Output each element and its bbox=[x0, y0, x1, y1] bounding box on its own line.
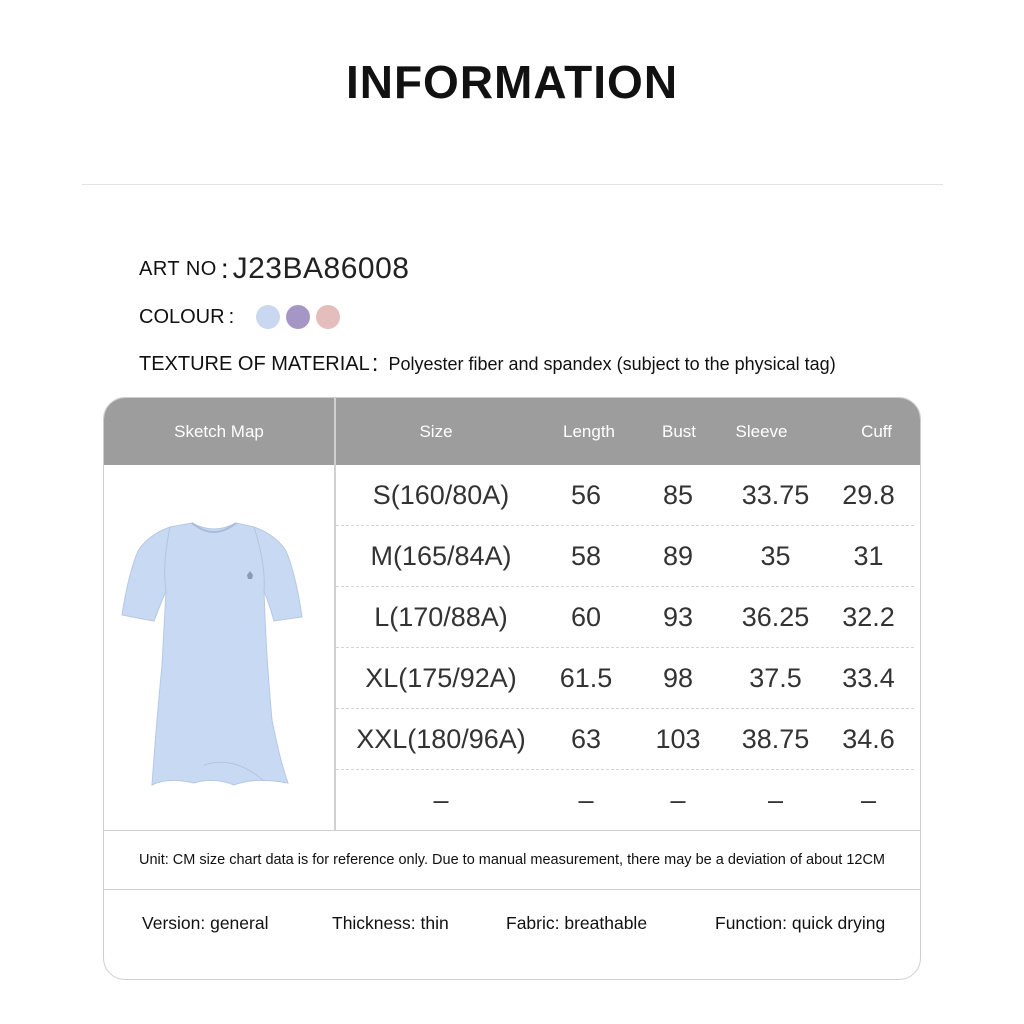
header-length: Length bbox=[563, 422, 615, 441]
sketch-map bbox=[104, 465, 334, 830]
art-number-colon: : bbox=[220, 253, 229, 284]
header-sleeve: Sleeve bbox=[735, 422, 788, 441]
colour-swatch-purple[interactable] bbox=[286, 305, 310, 329]
attr-thickness: Thickness: thin bbox=[332, 913, 449, 933]
art-number-label: ART NO bbox=[139, 257, 217, 280]
table-cell: – bbox=[433, 785, 449, 815]
colour-colon: : bbox=[228, 305, 235, 328]
table-cell: 33.4 bbox=[842, 663, 895, 693]
colour-swatch-pink[interactable] bbox=[316, 305, 340, 329]
table-header bbox=[104, 398, 920, 465]
table-cell: M(165/84A) bbox=[370, 541, 512, 571]
table-row bbox=[336, 587, 916, 648]
colour-label: COLOUR bbox=[139, 305, 225, 328]
attr-function: Function: quick drying bbox=[715, 913, 886, 933]
table-row bbox=[336, 648, 916, 709]
table-cell: 56 bbox=[570, 480, 602, 510]
colour-swatch-blue[interactable] bbox=[256, 305, 280, 329]
table-cell: L(170/88A) bbox=[374, 602, 508, 632]
art-number-row bbox=[139, 252, 409, 286]
texture-label: TEXTURE OF MATERIAL bbox=[139, 352, 370, 375]
colour-row bbox=[139, 305, 340, 329]
table-cell: XXL(180/96A) bbox=[356, 724, 526, 754]
table-cell: 60 bbox=[570, 602, 602, 632]
attr-version: Version: general bbox=[142, 913, 269, 933]
table-cell: S(160/80A) bbox=[372, 480, 510, 510]
table-cell: 29.8 bbox=[842, 480, 895, 510]
header-sketch-map: Sketch Map bbox=[174, 422, 264, 441]
table-cell: 35 bbox=[760, 541, 791, 571]
size-chart-panel bbox=[103, 397, 921, 980]
table-row bbox=[336, 526, 916, 587]
table-cell: 37.5 bbox=[749, 663, 802, 693]
table-cell: – bbox=[578, 785, 594, 815]
header-bust: Bust bbox=[661, 422, 697, 441]
tshirt-sketch bbox=[104, 465, 334, 830]
table-cell: – bbox=[860, 785, 877, 815]
unit-note: Unit: CM size chart data is for reference only. Due to manual measurement, there may be a deviation of about 12CM bbox=[104, 830, 920, 890]
table-row bbox=[336, 770, 916, 831]
table-cell: – bbox=[767, 785, 784, 815]
table-cell: 38.75 bbox=[741, 724, 810, 754]
table-cell: 103 bbox=[655, 724, 701, 754]
table-cell: 98 bbox=[662, 663, 694, 693]
table-cell: 89 bbox=[662, 541, 694, 571]
attr-fabric: Fabric: breathable bbox=[506, 913, 648, 933]
table-cell: 85 bbox=[662, 480, 694, 510]
art-number-value: J23BA86008 bbox=[232, 252, 410, 285]
table-cell: 63 bbox=[570, 724, 602, 754]
header-size: Size bbox=[419, 422, 453, 441]
texture-value: Polyester fiber and spandex (subject to the physical tag) bbox=[388, 353, 836, 374]
divider bbox=[82, 184, 943, 185]
table-cell: 36.25 bbox=[741, 602, 810, 632]
table-row bbox=[336, 709, 916, 770]
table-cell: 34.6 bbox=[842, 724, 895, 754]
tshirt-body bbox=[122, 523, 302, 785]
table-row bbox=[336, 465, 916, 526]
table-cell: XL(175/92A) bbox=[365, 663, 517, 693]
table-cell: 61.5 bbox=[559, 663, 613, 693]
table-cell: 33.75 bbox=[741, 480, 810, 510]
table-cell: 93 bbox=[662, 602, 694, 632]
table-cell: 58 bbox=[570, 541, 602, 571]
table-cell: 31 bbox=[853, 541, 884, 571]
colour-swatches bbox=[256, 305, 340, 329]
header-cuff: Cuff bbox=[861, 422, 892, 441]
page-title: INFORMATION bbox=[345, 56, 679, 108]
texture-colon: : bbox=[371, 350, 379, 377]
texture-row bbox=[139, 350, 836, 378]
table-cell: 32.2 bbox=[842, 602, 895, 632]
table-cell: – bbox=[670, 785, 686, 815]
